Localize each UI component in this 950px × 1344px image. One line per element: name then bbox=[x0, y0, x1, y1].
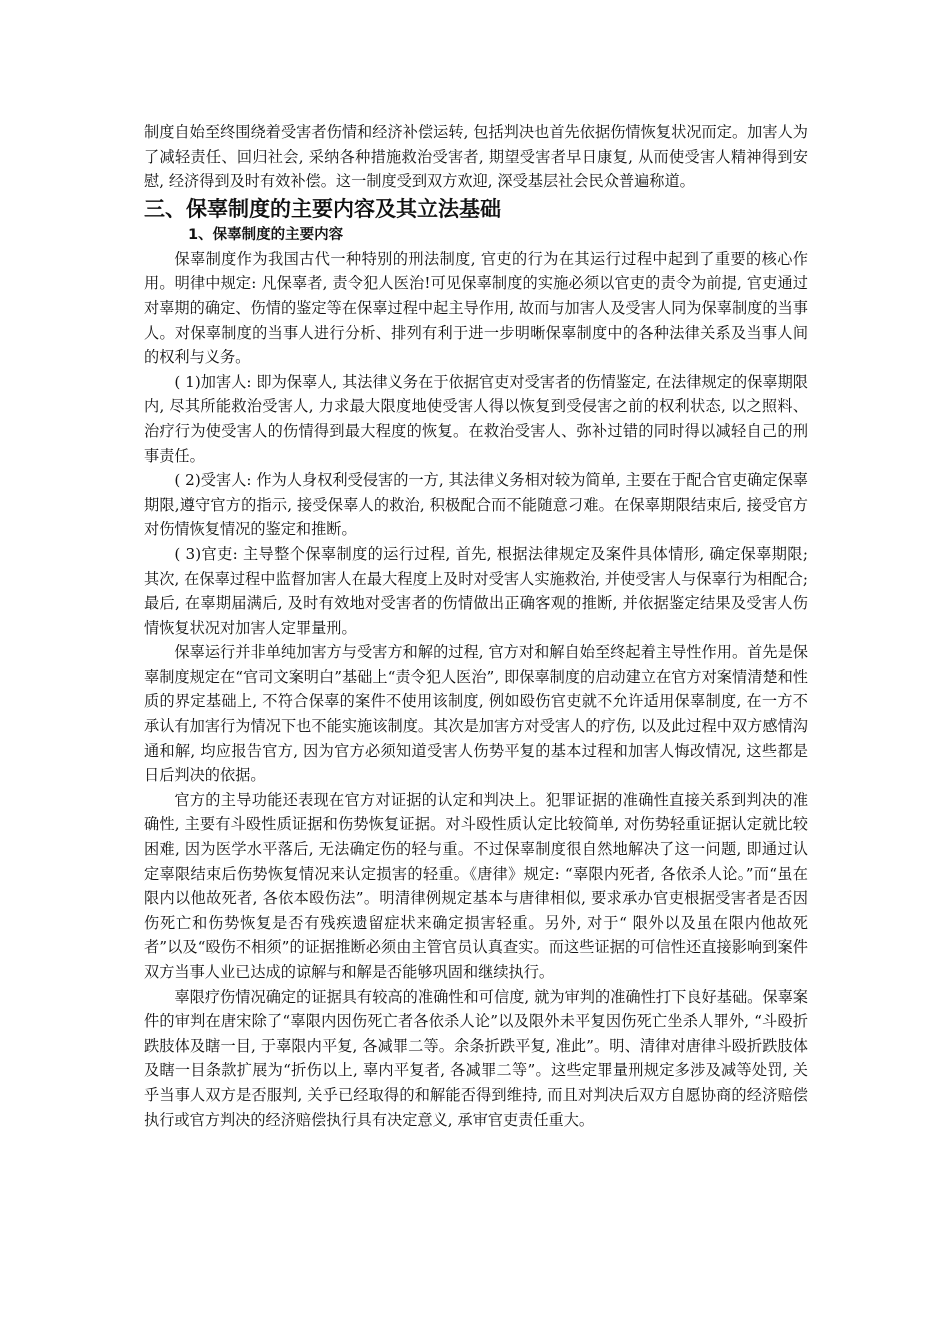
paragraph-intro: 保辜制度作为我国古代一种特别的刑法制度, 官吏的行为在其运行过程中起到了重要的核心作用。明律中规定: 凡保辜者, 责令犯人医治!可见保辜制度的实施必须以官吏的责令为前提, 官吏通过对辜期的确定、伤情的鉴定等在保辜过程中起主导作用, 故而与加害人及受害人同为保辜制度的当事人。对保辜制度的当事人进行分析、排列有利于进一步明晰保辜制度中的各种法律关系及当事人间的权利与义务。 bbox=[144, 249, 808, 367]
section-heading: 三、保辜制度的主要内容及其立法基础 bbox=[144, 196, 501, 221]
document-page bbox=[144, 120, 808, 1132]
paragraph-evidence: 官方的主导功能还表现在官方对证据的认定和判决上。犯罪证据的准确性直接关系到判决的准确性, 主要有斗殴性质证据和伤势恢复证据。对斗殴性质认定比较简单, 对伤势轻重证据认定就比较困难, 因为医学水平落后, 无法确定伤的轻与重。不过保辜制度很自然地解决了这一问题, 即通过认定辜限结束后伤势恢复情况来认定损害的轻重。《唐律》规定: “辜限内死者, 各依杀人论。”而“虽在限内以他故死者, 各依本殴伤法”。明清律例规定基本与唐律相似, 要求承办官吏根据受害者是否因伤死亡和伤势恢复是否有残疾遗留症状来确定损害轻重。另外, 对于“ 限外以及虽在限内他故死者”以及“殴伤不相须”的证据推断必须由主管官员认真查实。而这些证据的可信性还直接影响到案件双方当事人业已达成的谅解与和解是否能够巩固和继续执行。 bbox=[144, 790, 808, 981]
paragraph-victim: ( 2)受害人: 作为人身权利受侵害的一方, 其法律义务相对较为简单, 主要在于配合官吏确定保辜期限,遵守官方的指示, 接受保辜人的救治, 积极配合而不能随意刁难。在保辜期限结束后, 接受官方对伤情恢复情况的鉴定和推断。 bbox=[144, 471, 808, 539]
paragraph-offender: ( 1)加害人: 即为保辜人, 其法律义务在于依据官吏对受害者的伤情鉴定, 在法律规定的保辜期限内, 尽其所能救治受害人, 力求最大限度地使受害人得以恢复到受侵害之前的权利状态, 以之照料、治疗行为使受害人的伤情得到最大程度的恢复。在救治受害人、弥补过错的同时得以减轻自己的刑事责任。 bbox=[144, 372, 808, 465]
paragraph-continuation: 制度自始至终围绕着受害者伤情和经济补偿运转, 包括判决也首先依据伤情恢复状况而定。加害人为了减轻责任、回归社会, 采纳各种措施救治受害者, 期望受害者早日康复, 从而使受害人精神得到安慰, 经济得到及时有效补偿。这一制度受到双方欢迎, 深受基层社会民众普遍称道。 bbox=[144, 123, 808, 191]
paragraph-process: 保辜运行并非单纯加害方与受害方和解的过程, 官方对和解自始至终起着主导性作用。首先是保辜制度规定在“官司文案明白”基础上“责令犯人医治”, 即保辜制度的启动建立在官方对案情清楚和性质的界定基础上, 不符合保辜的案件不使用该制度, 例如殴伤官吏就不允许适用保辜制度, 在一方不承认有加害行为情况下也不能实施该制度。其次是加害方对受害人的疗伤, 以及此过程中双方感情沟通和解, 均应报告官方, 因为官方必须知道受害人伤势平复的基本过程和加害人悔改情况, 这些都是日后判决的依据。 bbox=[144, 643, 808, 785]
paragraph-official: ( 3)官吏: 主导整个保辜制度的运行过程, 首先, 根据法律规定及案件具体情形, 确定保辜期限; 其次, 在保辜过程中监督加害人在最大程度上及时对受害人实施救治, 并使受害人与保辜行为相配合; 最后, 在辜期届满后, 及时有效地对受害者的伤情做出正确客观的推断, 并依据鉴定结果及受害人伤情恢复状况对加害人定罪量刑。 bbox=[144, 544, 808, 637]
subsection-heading: 1、保辜制度的主要内容 bbox=[188, 226, 344, 243]
paragraph-judgment: 辜限疗伤情况确定的证据具有较高的准确性和可信度, 就为审判的准确性打下良好基础。保辜案件的审判在唐宋除了“辜限内因伤死亡者各依杀人论”以及限外未平复因伤死亡坐杀人罪外, “斗殴折跌肢体及瞎一目, 于辜限内平复, 各减罪二等。余条折跌平复, 准此”。明、清律对唐律斗殴折跌肢体及瞎一目条款扩展为“折伤以上, 辜内平复者, 各减罪二等”。这些定罪量刑规定多涉及减等处罚, 关乎当事人双方是否服判, 关乎已经取得的和解能否得到维持, 而且对判决后双方自愿协商的经济赔偿执行或官方判决的经济赔偿执行具有决定意义, 承审官吏责任重大。 bbox=[144, 987, 808, 1129]
